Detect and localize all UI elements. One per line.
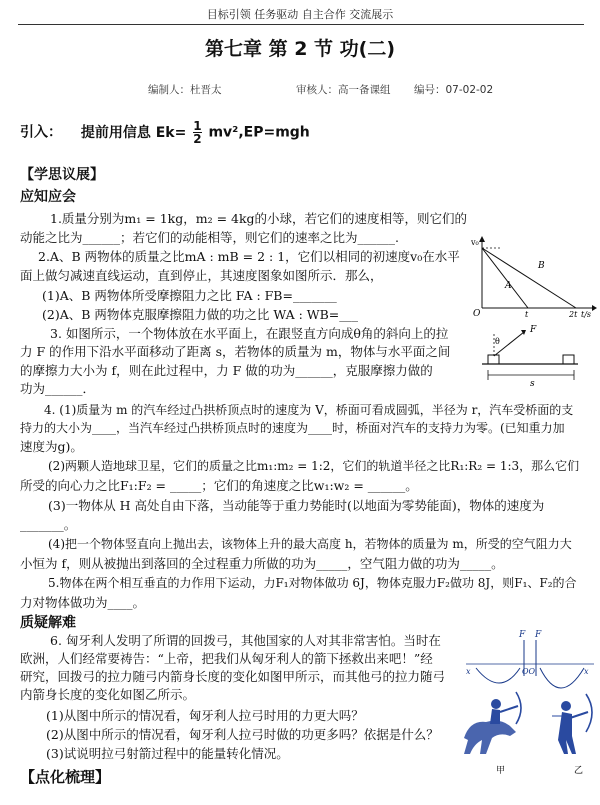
section-doubt: 质疑解难 (20, 615, 76, 631)
force-curve-left (476, 668, 520, 683)
tick-t: t (525, 310, 529, 318)
line-b (482, 248, 576, 308)
force-curve-right (540, 668, 584, 688)
v0-label: v₀ (471, 238, 479, 247)
block-start (488, 355, 499, 364)
q4-line-1: 4. (1)质量为 m 的汽车经过凸拱桥顶点时的速度为 V，桥面可看成圆弧，半径为 r，汽车受桥面的支 (44, 403, 574, 417)
fig3-x1: x (466, 667, 471, 676)
q3-line-3: 的摩擦力大小为 f，则在此过程中，力 F 做的功为______，克服摩擦力做的 (20, 363, 433, 378)
tick-2t: 2t (569, 310, 578, 318)
frac-denominator: 2 (193, 132, 202, 146)
european-archer-icon (552, 694, 592, 754)
q5-line-2: 力对物体做功为____。 (20, 595, 146, 610)
q4-line-3: 速度为g)。 (20, 439, 83, 454)
label-b: B (538, 261, 545, 271)
intro-text-2: mv²,EP=mgh (208, 124, 310, 141)
intro-text: 提前用信息 Ek= (80, 124, 187, 141)
q6-sub-2: (2)从图中所示的情况看，匈牙利人拉弓时做的功更多吗？依据是什么？ (46, 727, 439, 742)
section-study: 【学思议展】 (20, 167, 104, 183)
header-tagline: 目标引领 任务驱动 自主合作 交流展示 (206, 8, 394, 21)
fig3-f2: F (535, 630, 542, 640)
doc-code: 编号：07-02-02 (414, 84, 494, 96)
fig3-yi: 乙 (574, 766, 584, 776)
velocity-time-graph (470, 236, 598, 318)
editor-info: 编制人：杜晋太 (148, 84, 222, 96)
section-summary: 【点化梳理】 (20, 768, 111, 786)
q6-line-1: 6. 匈牙利人发明了所谓的回拨弓，其他国家的人对其非常害怕。当时在 (50, 633, 441, 648)
fig3-f1: F (519, 630, 526, 640)
theta-label: θ (495, 337, 500, 346)
q3-line-2: 力 F 的作用下沿水平面移动了距离 s，若物体的质量为 m，物体与水平面之间 (20, 344, 451, 359)
intro-line (20, 120, 310, 145)
q3-line-4: 功为______． (20, 381, 96, 396)
fig3-oo: OO (522, 667, 536, 676)
block-end (563, 355, 574, 364)
frac-numerator: 1 (193, 119, 202, 133)
line-a (482, 248, 528, 308)
page-title: 第七章 第 2 节 功(二) (204, 38, 396, 60)
t-axis-unit: t/s (581, 310, 592, 318)
q2-line-1: 2.A、B 两物体的质量之比mA : mB = 2 : 1，它们以相同的初速度v₀在水平 (38, 249, 460, 264)
displacement-label: s (530, 379, 535, 388)
q6-line-3: 研究，回拨弓的拉力随弓内箭身长度的变化如图甲所示，而其他弓的拉力随弓 (20, 669, 446, 684)
section-answer: 应知应会 (20, 189, 76, 205)
q4-line-4: (2)两颗人造地球卫星，它们的质量之比m₁:m₂ = 1:2，它们的轨道半径之比R₁:R₂ = 1:3，那么它们 (48, 459, 580, 473)
header-divider (18, 24, 584, 25)
q1-line-1: 1.质量分别为m₁ = 1kg，m₂ = 4kg的小球，若它们的速度相等，则它们的 (50, 211, 468, 226)
q6-sub-1: (1)从图中所示的情况看，匈牙利人拉弓时用的力更大吗？ (46, 708, 364, 723)
origin-label: O (473, 309, 481, 318)
fig3-jia: 甲 (496, 766, 506, 776)
q3-line-1: 3. 如图所示，一个物体放在水平面上，在跟竖直方向成θ角的斜向上的拉 (50, 326, 449, 341)
q4-line-8: (4)把一个物体竖直向上抛出去，该物体上升的最大高度 h，若物体的质量为 m，所受的空气阻力大 (48, 537, 572, 551)
q6-line-2: 欧洲，人们经常要祷告：“上帝，把我们从匈牙利人的箭下拯救出来吧！”经 (20, 651, 433, 666)
q2-line-2: 面上做匀减速直线运动，直到停止，其速度图象如图所示．那么， (20, 268, 383, 283)
pull-force-diagram (480, 322, 580, 388)
q4-line-9: 小恒为 f，则从被抛出到落回的全过程重力所做的功为_____，空气阻力做的功为_____。 (20, 556, 504, 571)
hungarian-archer-icon (464, 692, 521, 754)
q4-line-6: (3)一物体从 H 高处自由下落，当动能等于重力势能时(以地面为零势能面)，物体的速度为 (48, 498, 545, 513)
q4-line-2: 持力的大小为____，当汽车经过凸拱桥顶点时的速度为____时，桥面对汽车的支持力为零。(已知重力加 (20, 421, 565, 435)
q6-sub-3: (3)试说明拉弓射箭过程中的能量转化情况。 (46, 746, 289, 761)
q4-line-7: _______。 (20, 517, 77, 532)
force-label: F (530, 325, 537, 335)
q1-line-2: 动能之比为______；若它们的动能相等，则它们的速率之比为______. (20, 230, 399, 245)
label-a: A (505, 281, 512, 291)
intro-label: 引入： (20, 124, 62, 141)
q6-line-4: 内箭身长度的变化如图乙所示。 (20, 687, 196, 702)
archer-figures (456, 628, 600, 778)
q2-line-3: (1)A、B 两物体所受摩擦阻力之比 FA : FB=_______ (42, 288, 337, 303)
q2-line-4: (2)A、B 两物体克服摩擦阻力做的功之比 WA : WB=___ (42, 307, 359, 322)
q5-line-1: 5.物体在两个相互垂直的力作用下运动，力F₁对物体做功 6J，物体克服力F₂做功 8J，则F₁、F₂的合 (48, 576, 577, 590)
reviewer-info: 审核人：高一备课组 (296, 84, 391, 96)
q4-line-5: 所受的向心力之比F₁:F₂ = _____；它们的角速度之比w₁:w₂ = ______。 (20, 478, 418, 493)
fig3-x2: x (584, 667, 589, 676)
t-axis-arrow (592, 305, 597, 311)
intro-fraction (193, 120, 201, 145)
v-axis-arrow (479, 236, 485, 242)
